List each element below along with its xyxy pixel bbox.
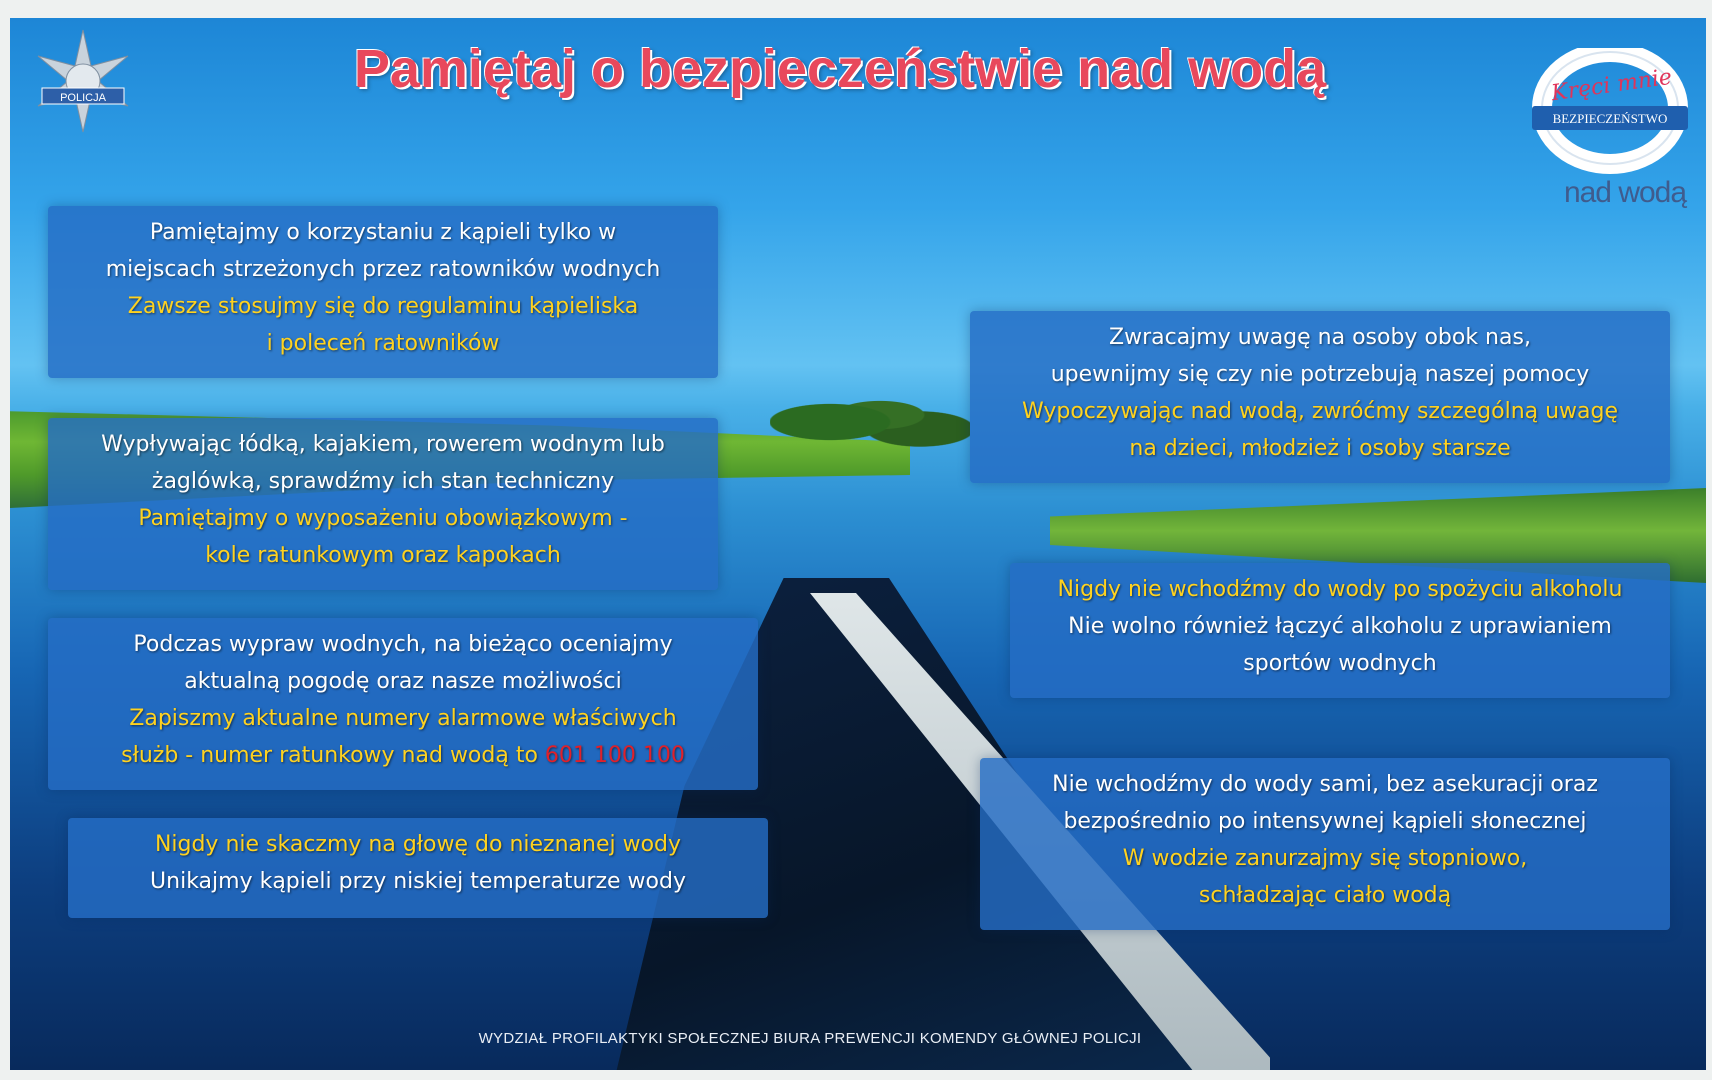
poster [10,18,1706,1070]
panel-text: Pamiętajmy o korzystaniu z kąpieli tylko w [149,220,617,245]
panel-highlight: schładzając ciało wodą [1198,883,1452,908]
police-logo [28,26,138,136]
page-title: Pamiętaj o bezpieczeństwie nad wodą [353,39,1327,99]
panel-highlight: Zapiszmy aktualne numery alarmowe właściwych [129,706,677,731]
info-panel-boats [48,418,718,590]
panel-text: sportów wodnych [1243,651,1437,676]
police-star-icon [28,26,138,136]
panel-phone-line [48,737,758,774]
panel-text: Nie wolno również łączyć alkoholu z uprawianiem [1068,614,1612,639]
panel-highlight: Nigdy nie wchodźmy do wody po spożyciu alkoholu [1057,577,1623,602]
police-logo-text: POLICJA [60,92,106,104]
panel-text: Nie wchodźmy do wody sami, bez asekuracji oraz [1052,772,1598,797]
trees [770,380,970,450]
panel-highlight: Nigdy nie skaczmy na głowę do nieznanej wody [154,832,682,857]
panel-text: bezpośrednio po intensywnej kąpieli słonecznej [1063,809,1587,834]
panel-text: miejscach strzeżonych przez ratowników wodnych [105,257,661,282]
rescue-phone-number: 601 100 100 [544,743,685,768]
panel-text: żaglówką, sprawdźmy ich stan techniczny [151,469,615,494]
panel-text: Wypływając łódką, kajakiem, rowerem wodnym lub [101,432,665,457]
campaign-subtitle: nad wodą [1563,176,1687,209]
info-panel-sun [980,758,1670,930]
campaign-logo [1520,48,1700,178]
info-panel-others [970,311,1670,483]
campaign-script-text: Kręci mnie [1549,64,1674,107]
panel-highlight: na dzieci, młodzież i osoby starsze [1129,436,1511,461]
panel-text: Podczas wypraw wodnych, na bieżąco oceniajmy [133,632,673,657]
panel-highlight: kole ratunkowym oraz kapokach [205,543,561,568]
info-panel-alcohol [1010,563,1670,698]
campaign-band-text: BEZPIECZEŃSTWO [1552,111,1668,126]
lifebuoy-icon [1520,48,1700,178]
panel-highlight: Pamiętajmy o wyposażeniu obowiązkowym - [138,506,628,531]
info-panel-lifeguards [48,206,718,378]
panel-highlight: Zawsze stosujmy się do regulaminu kąpieliska [127,294,639,319]
panel-text: Zwracajmy uwagę na osoby obok nas, [1109,325,1531,350]
info-panel-weather [48,618,758,790]
info-panel-diving [68,818,768,918]
footer-credit: WYDZIAŁ PROFILAKTYKI SPOŁECZNEJ BIURA PREWENCJI KOMENDY GŁÓWNEJ POLICJI [478,1030,1142,1047]
panel-highlight: służb - numer ratunkowy nad wodą to [121,743,545,768]
panel-highlight: i poleceń ratowników [266,331,500,356]
panel-text: Unikajmy kąpieli przy niskiej temperaturze wody [150,869,686,894]
panel-text: upewnijmy się czy nie potrzebują naszej pomocy [1050,362,1590,387]
panel-highlight: W wodzie zanurzajmy się stopniowo, [1122,846,1528,871]
panel-text: aktualną pogodę oraz nasze możliwości [184,669,622,694]
panel-highlight: Wypoczywając nad wodą, zwróćmy szczególną uwagę [1021,399,1619,424]
